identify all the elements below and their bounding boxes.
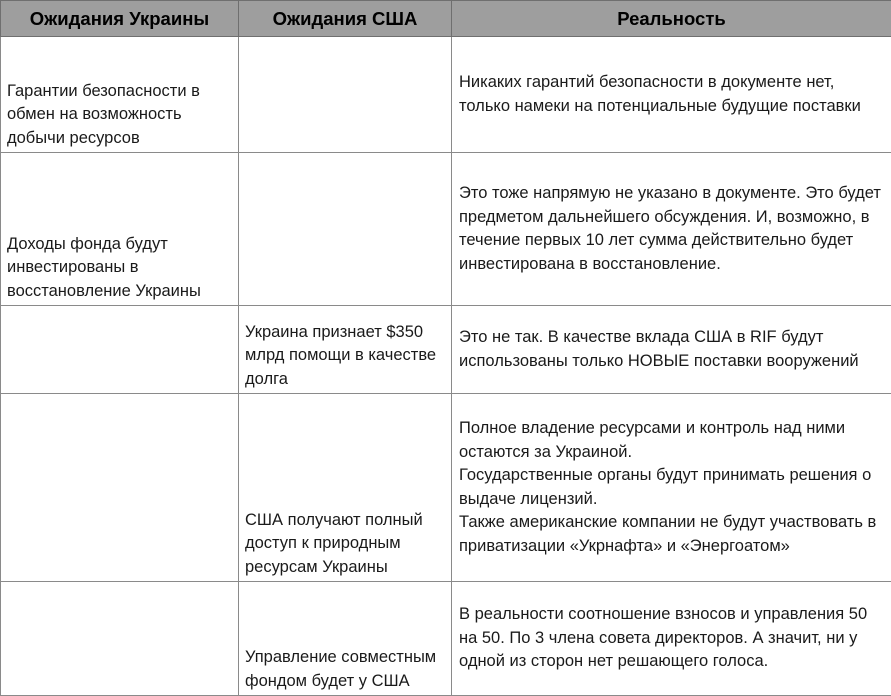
- cell-ukraine: [1, 582, 239, 696]
- cell-ukraine: Гарантии безопасности в обмен на возможность добычи ресурсов: [1, 37, 239, 153]
- reality-line: Это тоже напрямую не указано в документе. Это будет предметом дальнейшего обсуждения. И, возможно, в течение первых 10 лет сумма действительно будет инвестирована в восстановление.: [459, 182, 887, 276]
- cell-ukraine: [1, 306, 239, 394]
- cell-reality: [452, 394, 891, 582]
- reality-line: Никаких гарантий безопасности в документе нет, только намеки на потенциальные будущие поставки: [459, 71, 887, 118]
- cell-reality: [452, 582, 891, 696]
- reality-line: Государственные органы будут принимать решения о выдаче лицензий.: [459, 464, 887, 511]
- table-row: [1, 582, 891, 696]
- header-usa-expectations: Ожидания США: [239, 1, 452, 37]
- cell-ukraine: [1, 394, 239, 582]
- cell-usa: Управление совместным фондом будет у США: [239, 582, 452, 696]
- table-row: [1, 306, 891, 394]
- reality-line: В реальности соотношение взносов и управления 50 на 50. По 3 члена совета директоров. А значит, ни у одной из сторон нет решающего голоса.: [459, 603, 887, 674]
- cell-usa: [239, 153, 452, 306]
- table-row: [1, 394, 891, 582]
- reality-line: Также американские компании не будут участвовать в приватизации «Укрнафта» и «Энергоатом»: [459, 511, 887, 558]
- reality-line: Полное владение ресурсами и контроль над ними остаются за Украиной.: [459, 417, 887, 464]
- cell-usa: Украина признает $350 млрд помощи в качестве долга: [239, 306, 452, 394]
- header-reality: Реальность: [452, 1, 891, 37]
- header-row: [1, 1, 891, 37]
- cell-reality: [452, 153, 891, 306]
- reality-line: Это не так. В качестве вклада США в RIF будут использованы только НОВЫЕ поставки вооружений: [459, 326, 887, 373]
- table-row: [1, 153, 891, 306]
- cell-usa: США получают полный доступ к природным ресурсам Украины: [239, 394, 452, 582]
- cell-usa: [239, 37, 452, 153]
- cell-reality: [452, 306, 891, 394]
- cell-reality: [452, 37, 891, 153]
- table-row: [1, 37, 891, 153]
- header-ukraine-expectations: Ожидания Украины: [1, 1, 239, 37]
- cell-ukraine: Доходы фонда будут инвестированы в восстановление Украины: [1, 153, 239, 306]
